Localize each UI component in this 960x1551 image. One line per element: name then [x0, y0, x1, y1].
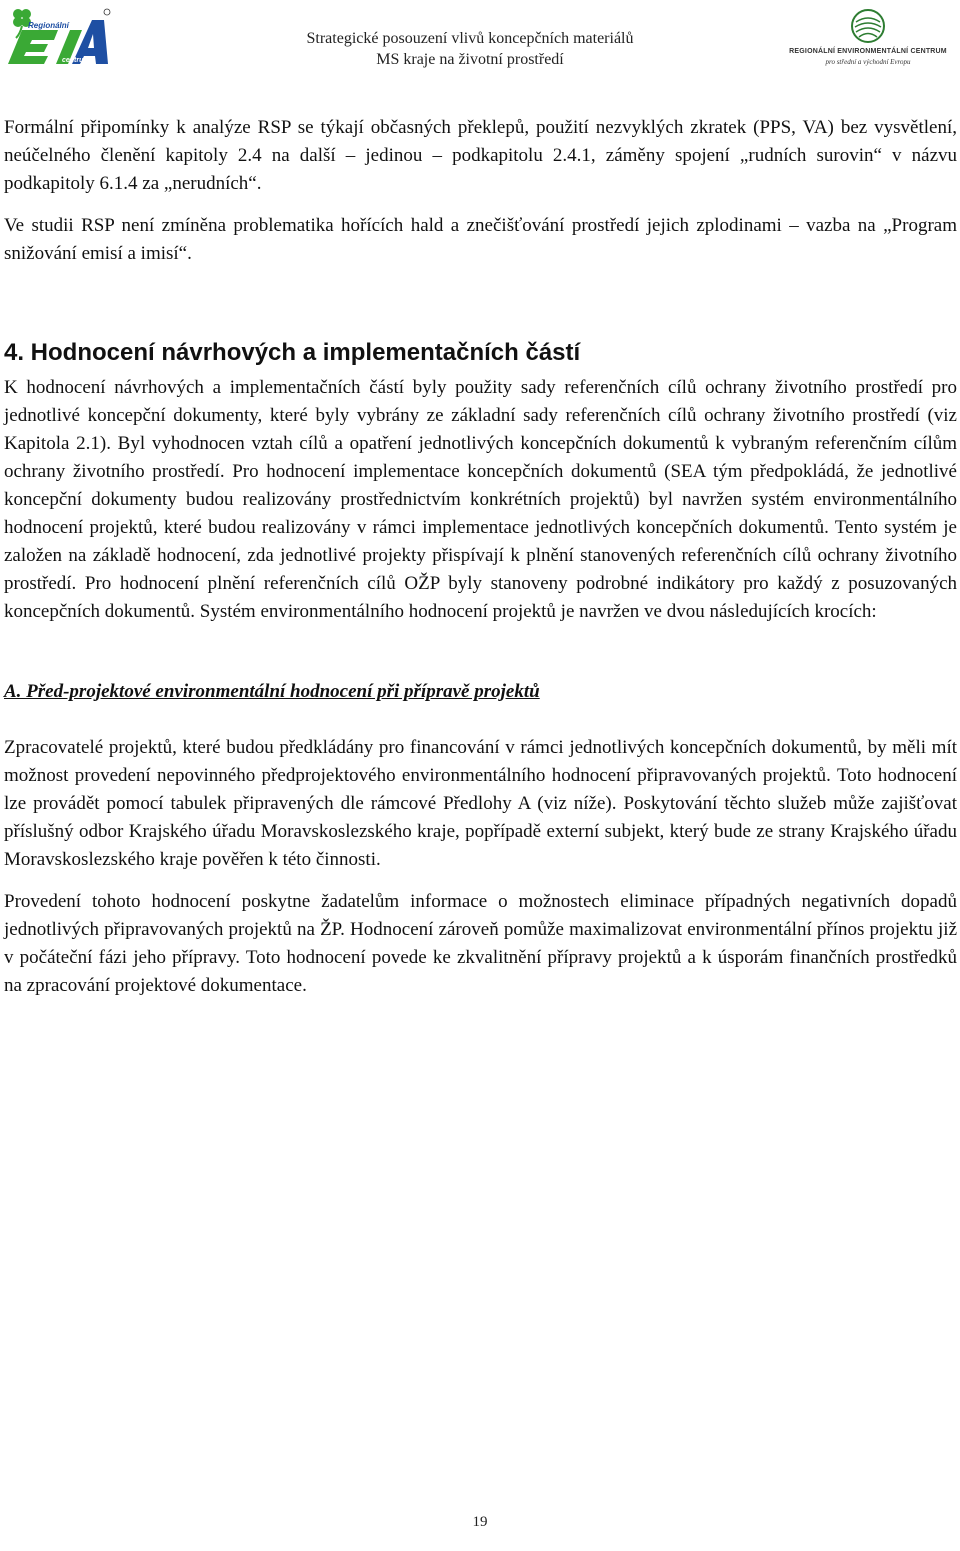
rec-logo-subtitle: pro střední a východní Evropu — [825, 58, 911, 66]
paragraph-formal-comments: Formální připomínky k analýze RSP se týkají občasných překlepů, použití nezvyklých zkratek (PPS, VA) bez vysvětlení, neúčelného členění kapitoly 2.4 na další – jedinou – podkapitolu 2.4.1, záměny spojení „rudních surovin“ v názvu podkapitoly 6.1.4 za „nerudních“. — [4, 117, 957, 194]
regional-eia-centre-logo — [4, 4, 114, 68]
page-header — [0, 0, 960, 80]
document-header-title — [240, 28, 700, 70]
document-body — [4, 114, 957, 1000]
paragraph-evaluation: K hodnocení návrhových a implementačních částí byly použity sady referenčních cílů ochrany životního prostředí pro jednotlivé koncepční dokumenty, které byly vybrány ze základní sady referenčních cílů ochrany životního prostředí (viz Kapitola 2.1). Byl vyhodnocen vztah cílů a opatření jednotlivých koncepčních dokumentů k vybraným referenčním cílům ochrany životního prostředí. Pro hodnocení implementace koncepčních dokumentů (SEA tým předpokládá, že jednotlivé koncepční dokumenty budou realizovány prostřednictvím konkrétních projektů) byl navržen systém environmentálního hodnocení projektů, které budou realizovány v rámci implementace jednotlivých koncepčních dokumentů. Tento systém je založen na základě hodnocení, zda jednotlivé projekty přispívají k plnění stanovených referenčních cílů ochrany životního prostředí. Pro hodnocení plnění referenčních cílů OŽP byly stanoveny podrobné indikátory pro každý z posuzovaných koncepčních dokumentů. Systém environmentálního hodnocení projektů je navržen ve dvou následujících krocích: — [4, 377, 957, 622]
paragraph-assessment-benefits: Provedení tohoto hodnocení poskytne žadatelům informace o možnostech eliminace případných negativních dopadů jednotlivých připravovaných projektů na ŽP. Hodnocení zároveň pomůže maximalizovat environmentální přínos projektu již v počáteční fázi jeho přípravy. Toto hodnocení povede ke zkvalitnění přípravy projektů a k úsporám finančních prostředků na zpracování projektové dokumentace. — [4, 891, 957, 996]
header-title-line2: MS kraje na životní prostředí — [376, 51, 564, 68]
rec-logo-name: REGIONÁLNÍ ENVIRONMENTÁLNÍ CENTRUM — [789, 48, 947, 55]
logo-text-centrum: centrum — [62, 57, 90, 64]
subsection-heading: A. Před-projektové environmentální hodnocení při přípravě projektů — [4, 681, 540, 702]
paragraph-rsp-study: Ve studii RSP není zmíněna problematika hořících hald a znečišťování prostředí jejich zplodinami – vazba na „Program snižování emisí a imisí“. — [4, 215, 957, 264]
header-title-line1: Strategické posouzení vlivů koncepčních materiálů — [306, 30, 634, 47]
page-number: 19 — [472, 1514, 488, 1530]
rec-logo — [780, 8, 956, 74]
logo-text-regionalni: Regionální — [28, 21, 69, 30]
rec-emblem-icon — [780, 8, 956, 48]
section-heading: 4. Hodnocení návrhových a implementačních částí — [4, 339, 581, 366]
paragraph-project-authors: Zpracovatelé projektů, které budou předkládány pro financování v rámci jednotlivých koncepčních dokumentů, by měli mít možnost provedení nepovinného předprojektového environmentálního hodnocení připravovaných projektů. Toto hodnocení lze provádět pomocí tabulek připravených dle rámcové Předlohy A (viz níže). Poskytování těchto služeb může zajišťovat příslušný odbor Krajského úřadu Moravskoslezského kraje, popřípadě externí subjekt, který bude ze strany Krajského úřadu Moravskoslezského kraje pověřen k této činnosti. — [4, 737, 957, 870]
